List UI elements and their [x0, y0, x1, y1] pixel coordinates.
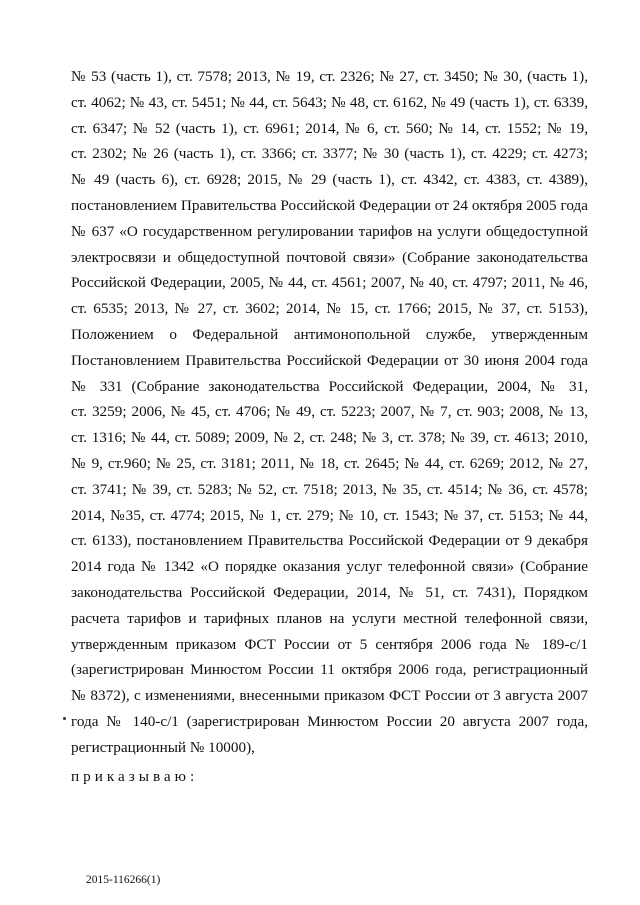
text-line: законодательства Российской Федерации, 2014, № 51, ст. 7431), Порядком: [71, 584, 588, 601]
text-line: ст. 4062; № 43, ст. 5451; № 44, ст. 5643; № 48, ст. 6162, № 49 (часть 1), ст. 6339,: [71, 93, 588, 111]
text-line: (зарегистрирован Минюстом России 11 октября 2006 года, регистрационный: [71, 661, 588, 679]
text-line: утвержденным приказом ФСТ России от 5 сентября 2006 года № 189-с/1: [71, 635, 588, 653]
text-line: ст. 1316; № 44, ст. 5089; 2009, № 2, ст. 248; № 3, ст. 378; № 39, ст. 4613; 2010,: [71, 429, 588, 447]
footer-document-code: 2015-116266(1): [86, 874, 161, 886]
text-line: № 331 (Собрание законодательства Российской Федерации, 2004, № 31,: [71, 377, 588, 395]
text-line: года № 140-с/1 (зарегистрирован Минюстом России 20 августа 2007 года,: [71, 713, 588, 730]
text-line: № 9, ст.960; № 25, ст. 3181; 2011, № 18, ст. 2645; № 44, ст. 6269; 2012, № 27,: [71, 455, 588, 472]
text-line: 2014 года № 1342 «О порядке оказания услуг телефонной связи» (Собрание: [71, 558, 588, 576]
text-line: ст. 3741; № 39, ст. 5283; № 52, ст. 7518; 2013, № 35, ст. 4514; № 36, ст. 4578;: [71, 480, 588, 498]
text-line: № 53 (часть 1), ст. 7578; 2013, № 19, ст. 2326; № 27, ст. 3450; № 30, (часть 1),: [71, 68, 588, 85]
text-line: № 637 «О государственном регулировании тарифов на услуги общедоступной: [71, 222, 588, 240]
text-line: электросвязи и общедоступной почтовой связи» (Собрание законодательства: [71, 248, 588, 266]
text-line: ст. 6133), постановлением Правительства Российской Федерации от 9 декабря: [71, 532, 588, 550]
text-line: регистрационный № 10000),: [71, 738, 255, 756]
text-line: ст. 6535; 2013, № 27, ст. 3602; 2014, № 15, ст. 1766; 2015, № 37, ст. 5153),: [71, 300, 588, 318]
text-line: № 49 (часть 6), ст. 6928; 2015, № 29 (часть 1), ст. 4342, ст. 4383, ст. 4389),: [71, 171, 588, 189]
text-line: № 8372), с изменениями, внесенными приказом ФСТ России от 3 августа 2007: [71, 687, 588, 705]
text-line: 2014, №35, ст. 4774; 2015, № 1, ст. 279; № 10, ст. 1543; № 37, ст. 5153; № 44,: [71, 506, 588, 524]
text-line: ст. 3259; 2006, № 45, ст. 4706; № 49, ст. 5223; 2007, № 7, ст. 903; 2008, № 13,: [71, 403, 588, 421]
text-line: Положением о Федеральной антимонопольной службе, утвержденным: [71, 326, 588, 343]
text-line: Российской Федерации, 2005, № 44, ст. 4561; 2007, № 40, ст. 4797; 2011, № 46,: [71, 274, 588, 292]
text-line: Постановлением Правительства Российской Федерации от 30 июня 2004 года: [71, 351, 588, 369]
text-line: постановлением Правительства Российской Федерации от 24 октября 2005 года: [71, 197, 588, 214]
text-line: ст. 2302; № 26 (часть 1), ст. 3366; ст. 3377; № 30 (часть 1), ст. 4229; ст. 4273;: [71, 145, 588, 163]
text-line: расчета тарифов и тарифных планов на услуги местной телефонной связи,: [71, 609, 588, 627]
margin-mark: [63, 717, 66, 720]
text-line: ст. 6347; № 52 (часть 1), ст. 6961; 2014, № 6, ст. 560; № 14, ст. 1552; № 19,: [71, 119, 588, 137]
order-word: приказываю:: [71, 768, 199, 785]
